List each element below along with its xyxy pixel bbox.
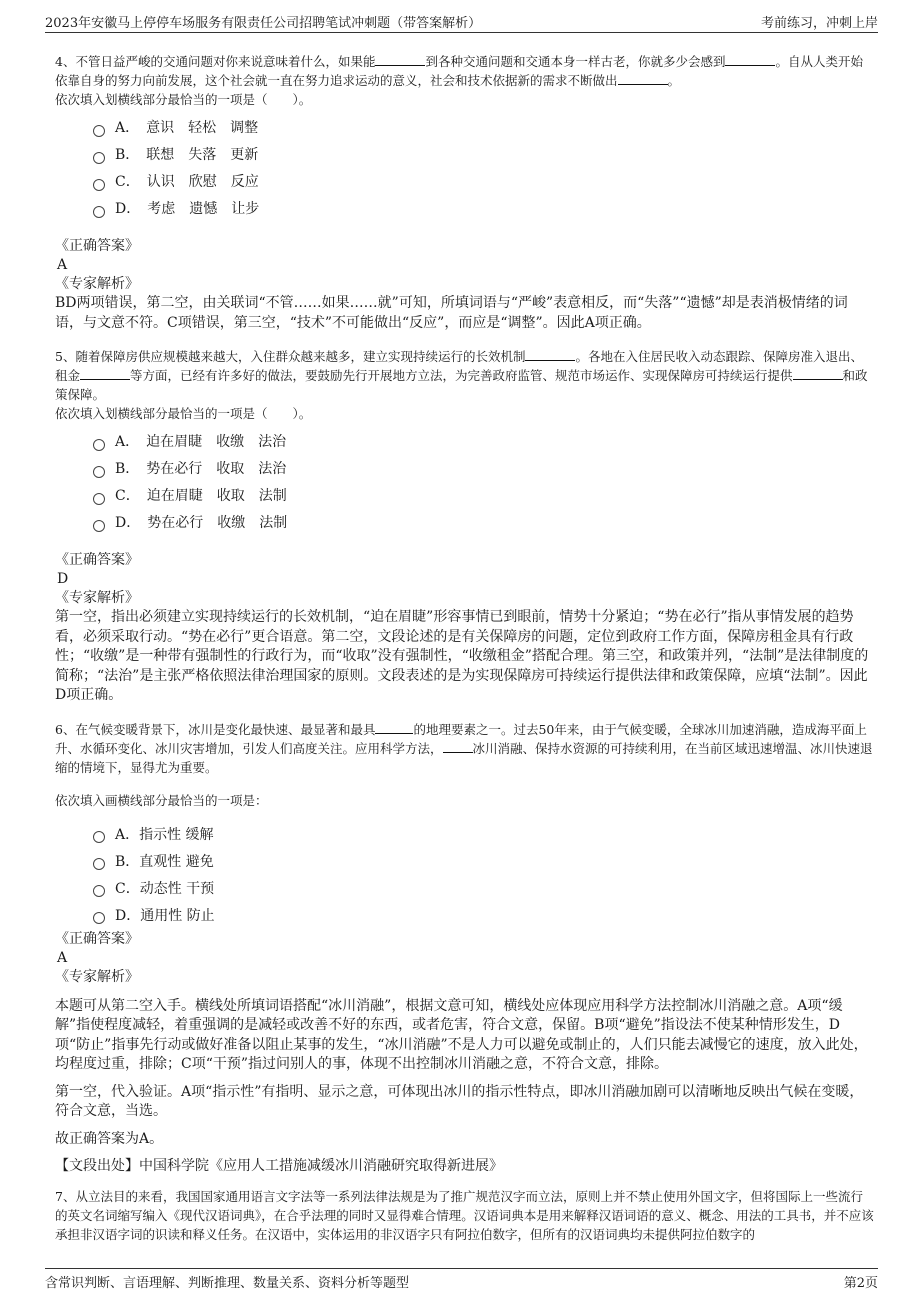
fill-blank <box>525 348 575 361</box>
fill-blank <box>80 367 130 380</box>
header-slogan: 考前练习，冲刺上岸 <box>760 16 878 31</box>
question-stem: 7、从立法目的来看，我国国家通用语言文字法等一系列法律法规是为了推广规范汉字而立法，原则上并不禁止使用外国文字，但将国际上一些流行的英文名词缩写编入《现代汉语词典》，在合乎法理的同时又显得难合情理。汉语词典本是用来解释汉语词语的意义、概念、用法的工具书，并不应该承担非汉语字词的识读和释义任务。在汉语中，实体运用的非汉语字只有阿拉伯数字，但所有的汉语词典均未提供阿拉伯数字的 <box>55 1188 874 1242</box>
question-stem: 4、不管日益严峻的交通问题对你来说意味着什么，如果能 到各种交通问题和交通本身一样古老，你就多少会感到 。自从人类开始依靠自身的努力向前发展，这个社会就一直在努力追求运动的意义，社会和技术依据新的需求不断做出 。 <box>55 54 863 88</box>
question-stem: 5、随着保障房供应规模越来越大，入住群众越来越多，建立实现持续运行的长效机制 。各地在入住居民收入动态跟踪、保障房准入退出、租金 等方面，已经有许多好的做法，要鼓励先行开展地方立法，为完善政府监管、规范市场运作、实现保障房可持续运行提供 和政策保障。 <box>55 349 868 402</box>
question-6 <box>55 720 875 1177</box>
question-5 <box>55 347 875 706</box>
question-list <box>55 52 875 1244</box>
fill-blank <box>618 72 668 85</box>
page-header <box>45 10 878 33</box>
option-d[interactable]: D． 考虑 遗憾 让步 <box>93 196 875 223</box>
radio-button[interactable] <box>93 912 105 924</box>
radio-button[interactable] <box>93 466 105 478</box>
answer-label: 《正确答案》 <box>55 238 139 254</box>
footer-description: 含常识判断、言语理解、判断推理、数量关系、资料分析等题型 <box>45 1276 410 1291</box>
analysis-text: BD两项错误，第二空，由关联词“不管……如果……就”可知，所填词语与“严峻”表意相反，而“失落”“遗憾”却是表消极情绪的词语，与文意不符。C项错误，第三空，“技术”不可能做出“反应”，而应是“调整”。因此A项正确。 <box>55 295 848 331</box>
radio-button[interactable] <box>93 206 105 218</box>
radio-button[interactable] <box>93 520 105 532</box>
analysis-text: 本题可从第二空入手。横线处所填词语搭配“冰川消融”，根据文意可知，横线处应体现应用科学方法控制冰川消融之意。A项“缓解”指使程度减轻，着重强调的是减轻或改善不好的东西，或者危害，符合文意，保留。B项“避免”指设法不使某种情形发生，D项“防止”指事先行动或做好准备以阻止某事的发生，“冰川消融”不是人力可以避免或制止的，人们只能去减慢它的速度，放入此处，均程度过重，排除；C项“干预”指过问别人的事，体现不出控制冰川消融之意，不符合文意，排除。 <box>55 997 868 1072</box>
source-citation: 【文段出处】中国科学院《应用人工措施减缓冰川消融研究取得新进展》 <box>55 1158 503 1174</box>
fill-blank <box>793 367 843 380</box>
option-b[interactable]: B． 势在必行 收取 法治 <box>93 456 875 483</box>
option-a[interactable]: A． 意识 轻松 调整 <box>93 115 875 142</box>
radio-button[interactable] <box>93 125 105 137</box>
question-prompt: 依次填入划横线部分最恰当的一项是（ ）。 <box>55 92 312 107</box>
radio-button[interactable] <box>93 179 105 191</box>
answer-value: D <box>57 571 69 587</box>
document-title: 2023年安徽马上停停车场服务有限责任公司招聘笔试冲刺题（带答案解析） <box>45 16 482 31</box>
page-number: 第2页 <box>843 1276 878 1291</box>
question-4 <box>55 52 875 333</box>
answer-label: 《正确答案》 <box>55 930 139 947</box>
option-a[interactable]: A． 迫在眉睫 收缴 法治 <box>93 429 875 456</box>
radio-button[interactable] <box>93 831 105 843</box>
option-a[interactable]: A．指示性 缓解 <box>93 822 875 849</box>
option-d[interactable]: D．通用性 防止 <box>93 903 875 930</box>
fill-blank <box>375 53 425 66</box>
analysis-label: 《专家解析》 <box>55 276 139 292</box>
question-7 <box>55 1187 875 1244</box>
answer-value: A <box>57 949 68 966</box>
analysis-label: 《专家解析》 <box>55 968 139 985</box>
radio-button[interactable] <box>93 885 105 897</box>
option-b[interactable]: B．直观性 避免 <box>93 849 875 876</box>
page-footer <box>45 1268 878 1291</box>
option-list <box>93 115 875 223</box>
question-prompt: 依次填入画横线部分最恰当的一项是： <box>55 792 268 808</box>
question-prompt: 依次填入划横线部分最恰当的一项是（ ）。 <box>55 406 312 421</box>
answer-label: 《正确答案》 <box>55 552 139 568</box>
fill-blank <box>375 721 413 734</box>
option-list <box>93 429 875 537</box>
question-stem: 6、在气候变暖背景下，冰川是变化最快速、最显著和最具 的地理要素之一。过去50年来，由于气候变暖，全球冰川加速消融，造成海平面上升、水循环变化、冰川灾害增加，引发人们高度关注。应用科学方法， 冰川消融、保持水资源的可持续利用，在当前区域迅速增温、冰川快速退缩的情境下，显得尤为重要。 <box>55 721 873 775</box>
fill-blank <box>725 53 775 66</box>
option-c[interactable]: C．动态性 干预 <box>93 876 875 903</box>
option-b[interactable]: B． 联想 失落 更新 <box>93 142 875 169</box>
analysis-text-2: 第一空，代入验证。A项“指示性”有指明、显示之意，可体现出冰川的指示性特点，即冰川消融加剧可以清晰地反映出气候在变暖，符合文意，当选。 <box>55 1083 864 1119</box>
radio-button[interactable] <box>93 493 105 505</box>
analysis-text: 第一空，指出必须建立实现持续运行的长效机制，“迫在眉睫”形容事情已到眼前，情势十分紧迫；“势在必行”指从事情发展的趋势看，必须采取行动。“势在必行”更合语意。第二空，文段论述的是有关保障房的问题，定位到政府工作方面，保障房租金具有行政性；“收缴”是一种带有强制性的行政行为，而“收取”没有强制性，“收缴租金”搭配合理。第三空，和政策并列，“法制”是法律制度的简称；“法治”是主张严格依照法律治理国家的原则。文段表述的是为实现保障房可持续运行提供法律和政策保障，应填“法制”。因此D项正确。 <box>55 609 869 703</box>
option-d[interactable]: D． 势在必行 收缴 法制 <box>93 510 875 537</box>
option-c[interactable]: C． 认识 欣慰 反应 <box>93 169 875 196</box>
radio-button[interactable] <box>93 858 105 870</box>
option-c[interactable]: C． 迫在眉睫 收取 法制 <box>93 483 875 510</box>
analysis-label: 《专家解析》 <box>55 590 139 606</box>
fill-blank <box>443 740 473 753</box>
option-list <box>93 822 875 930</box>
answer-value: A <box>57 257 68 273</box>
radio-button[interactable] <box>93 152 105 164</box>
conclusion-text: 故正确答案为A。 <box>55 1130 164 1147</box>
radio-button[interactable] <box>93 439 105 451</box>
